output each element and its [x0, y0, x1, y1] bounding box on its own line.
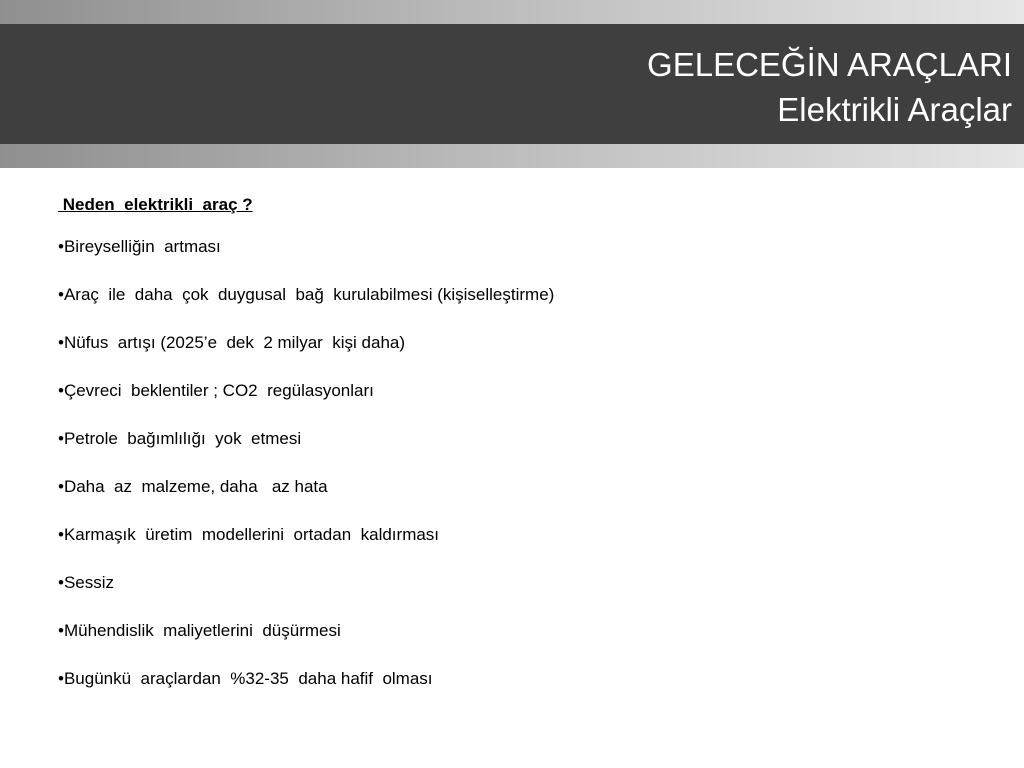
- slide-subtitle: Elektrikli Araçlar: [777, 91, 1012, 128]
- bullet-item: •Sessiz: [58, 573, 115, 592]
- bullet-item: •Bireyselliğin artması: [58, 237, 221, 256]
- bullet-item: •Petrole bağımlılığı yok etmesi: [58, 429, 302, 448]
- title-block: [647, 42, 1012, 132]
- bottom-gradient-strip: [0, 144, 1024, 168]
- bullet-item: •Mühendislik maliyetlerini düşürmesi: [58, 621, 341, 640]
- slide-title: GELECEĞİN ARAÇLARI: [647, 46, 1012, 83]
- bullet-item: •Nüfus artışı (2025’e dek 2 milyar kişi daha): [58, 333, 406, 352]
- top-gradient-strip: [0, 0, 1024, 24]
- bullet-item: •Çevreci beklentiler ; CO2 regülasyonları: [58, 381, 374, 400]
- bullet-item: •Araç ile daha çok duygusal bağ kurulabilmesi (kişiselleştirme): [58, 285, 555, 304]
- section-question: Neden elektrikli araç ?: [58, 195, 253, 214]
- bullet-item: •Bugünkü araçlardan %32-35 daha hafif olması: [58, 669, 433, 688]
- bullet-item: •Daha az malzeme, daha az hata: [58, 477, 328, 496]
- content-body: [58, 168, 958, 691]
- bullet-list: [58, 235, 958, 691]
- title-band: [0, 24, 1024, 144]
- bullet-item: •Karmaşık üretim modellerini ortadan kaldırması: [58, 525, 440, 544]
